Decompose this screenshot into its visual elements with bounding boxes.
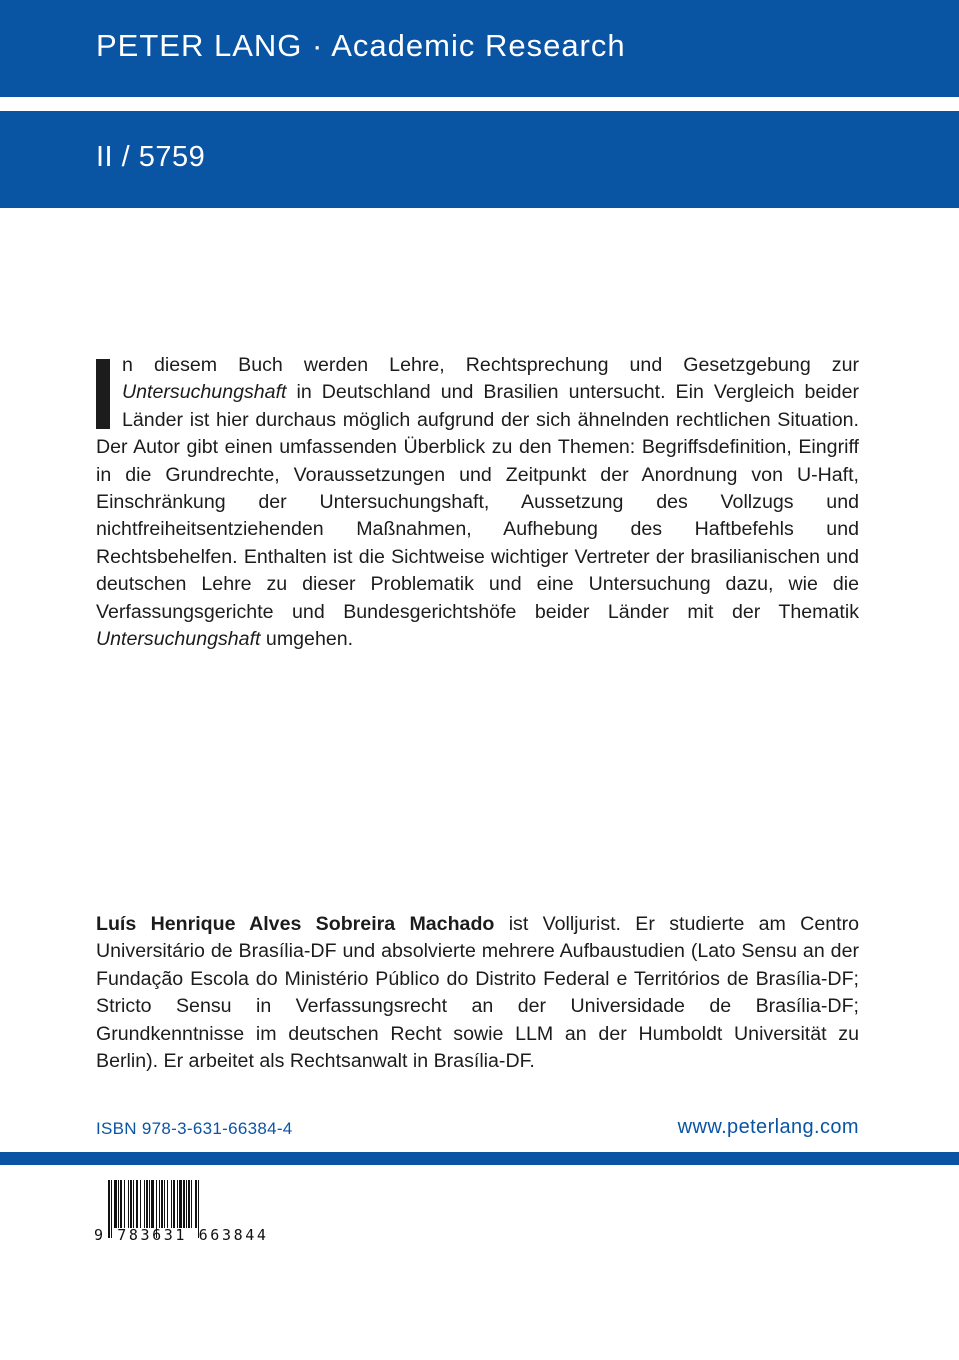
barcode-bar xyxy=(128,1180,129,1228)
description-text-3: umgehen. xyxy=(260,628,354,651)
barcode-bar xyxy=(151,1180,154,1228)
author-bio xyxy=(96,911,859,1075)
series-number: II / 5759 xyxy=(96,141,206,173)
barcode-bar xyxy=(144,1180,145,1228)
series-banner xyxy=(0,111,959,208)
description-emphasis-1: Untersuchungshaft xyxy=(122,381,287,404)
barcode-bar xyxy=(179,1180,182,1228)
barcode-bar xyxy=(191,1180,192,1228)
footer-rule xyxy=(0,1152,959,1165)
author-name: Luís Henrique Alves Sobreira Machado xyxy=(96,913,495,935)
barcode-bar xyxy=(183,1180,185,1228)
description-text-2: in Deutschland und Brasilien untersucht. Ein Vergleich beider Länder ist hier durchaus möglich aufgrund der sich ähnelnden rechtlichen Situation. Der Autor gibt einen umfassenden Überblick zu den Themen: Begriffsdefinition, Eingriff in die Grundrechte, Voraussetzungen und Zeitpunkt der Anordnung von U-Haft, Einschränkung der Untersuchungshaft, Aussetzung des Vollzugs und nichtfreiheitsentziehenden Maßnahmen, Aufhebung des Haftbefehls und Rechtsbehelfen. Enthalten ist die Sichtweise wichtiger Vertreter der brasilianischen und deutschen Lehre zu dieser Problematik und eine Untersuchung dazu, wie die Verfassungsgerichte und Bundesgerichtshöfe beider Länder mit der Thematik xyxy=(96,381,859,623)
barcode-bar xyxy=(124,1180,125,1228)
publisher-website-link[interactable]: www.peterlang.com xyxy=(677,1116,859,1138)
barcode-bars-icon xyxy=(94,1180,294,1242)
description-emphasis-2: Untersuchungshaft xyxy=(96,628,261,651)
barcode-bar xyxy=(177,1180,178,1228)
dropcap-letter xyxy=(96,359,110,429)
barcode-bar xyxy=(130,1180,132,1228)
barcode-bar xyxy=(195,1180,197,1228)
publisher-line: PETER LANG · Academic Research xyxy=(96,28,626,63)
barcode-bar xyxy=(171,1180,172,1228)
description-text-1: n diesem Buch werden Lehre, Rechtsprechung und Gesetzgebung zur xyxy=(122,354,859,376)
barcode-bar xyxy=(149,1180,150,1228)
barcode-bar xyxy=(164,1180,165,1228)
barcode-bar xyxy=(114,1180,117,1228)
isbn-label: ISBN 978-3-631-66384-4 xyxy=(96,1119,293,1138)
barcode-bar xyxy=(161,1180,163,1228)
barcode-bar xyxy=(186,1180,187,1228)
publisher-banner xyxy=(0,0,959,97)
barcode-bar xyxy=(173,1180,175,1228)
barcode-bar xyxy=(146,1180,148,1228)
barcode-digits: 9 783631 663844 xyxy=(94,1226,269,1242)
barcode-bar xyxy=(167,1180,168,1228)
barcode xyxy=(94,1180,294,1242)
author-bio-text: ist Volljurist. Er studierte am Centro Universitário de Brasília-DF und absolvierte mehrere Aufbaustudien (Lato Sensu an der Fundação Escola do Ministério Público do Distrito Federal e Territórios de Brasília-DF; Stricto Sensu in Verfassungsrecht an der Universidade de Brasília-DF; Grundkenntnisse im deutschen Recht sowie LLM an der Humboldt Universität zu Berlin). Er arbeitet als Rechtsanwalt in Brasília-DF. xyxy=(96,913,859,1073)
barcode-bar xyxy=(120,1180,122,1228)
barcode-bar xyxy=(118,1180,119,1228)
barcode-bar xyxy=(140,1180,141,1228)
barcode-bar xyxy=(136,1180,138,1228)
barcode-bar xyxy=(159,1180,160,1228)
barcode-bar xyxy=(188,1180,190,1228)
book-description xyxy=(96,352,859,653)
barcode-bar xyxy=(133,1180,134,1228)
